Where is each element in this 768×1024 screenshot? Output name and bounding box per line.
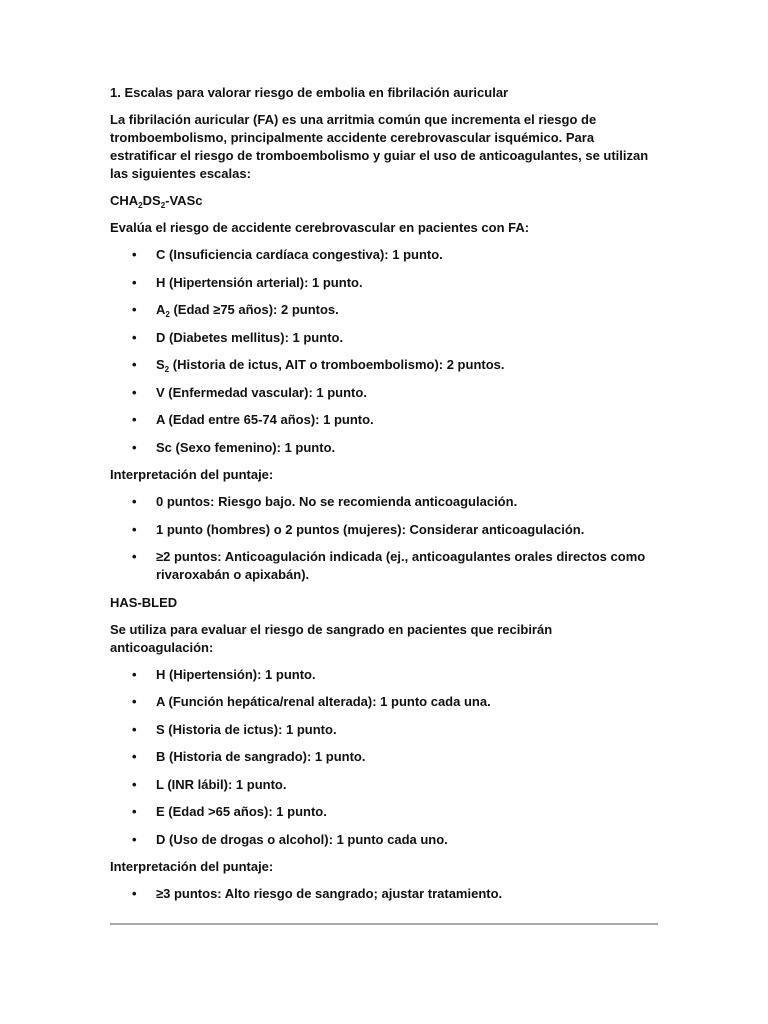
bullet-icon: • xyxy=(132,439,137,455)
intro-paragraph: La fibrilación auricular (FA) es una arritmia común que incrementa el riesgo de tromboembolismo, principalmente accidente cerebrovascular isquémico. Para estratificar el riesgo de tromboembolismo y guiar el uso de anticoagulantes, se utilizan las siguientes escalas: xyxy=(110,112,649,181)
section-heading: 1. Escalas para valorar riesgo de embolia en fibrilación auricular xyxy=(110,85,509,100)
bullet-icon: • xyxy=(132,357,137,372)
bullet-icon: • xyxy=(132,804,137,819)
list-item: • H (Hipertensión): 1 punto. xyxy=(132,666,316,682)
bullet-icon: • xyxy=(132,721,137,737)
list-item: • H (Hipertensión arterial): 1 punto. xyxy=(132,274,363,290)
list-item: • D (Uso de drogas o alcohol): 1 punto cada uno. xyxy=(132,831,448,847)
cha2ds2-interpretation-list xyxy=(110,493,658,584)
list-item: • $S_2$ (Historia de ictus, AIT o tromboembolismo): 2 puntos. xyxy=(132,357,505,374)
bullet-icon: • xyxy=(132,329,137,345)
horizontal-divider xyxy=(110,923,658,925)
bullet-icon: • xyxy=(132,886,137,901)
bullet-icon: • xyxy=(132,494,137,509)
list-item: • ≥3 puntos: Alto riesgo de sangrado; ajustar tratamiento. xyxy=(132,886,503,901)
cha2ds2-vasc-criteria-list xyxy=(110,246,658,457)
bullet-icon: • xyxy=(132,302,137,317)
list-item: • Sc (Sexo femenino): 1 punto. xyxy=(132,439,336,455)
bullet-icon: • xyxy=(132,694,137,709)
list-item: • 0 puntos: Riesgo bajo. No se recomienda anticoagulación. xyxy=(132,494,518,509)
list-item: • S (Historia de ictus): 1 punto. xyxy=(132,721,337,737)
bullet-icon: • xyxy=(132,274,137,290)
cha2ds2-vasc-title: $CHA_2DS_2$-VASc xyxy=(110,193,203,210)
bullet-icon: • xyxy=(132,384,137,400)
bullet-icon: • xyxy=(132,549,137,564)
bullet-icon: • xyxy=(132,666,137,682)
list-item: • D (Diabetes mellitus): 1 punto. xyxy=(132,329,344,345)
list-item: • V (Enfermedad vascular): 1 punto. xyxy=(132,384,367,400)
cha2ds2-vasc-description: Evalúa el riesgo de accidente cerebrovascular en pacientes con FA: xyxy=(110,220,530,235)
list-item: • $A_2$ (Edad ≥75 años): 2 puntos. xyxy=(132,302,339,319)
list-item: • C (Insuficiencia cardíaca congestiva): 1 punto. xyxy=(132,247,443,262)
has-bled-title: HAS-BLED xyxy=(110,594,178,610)
list-item: • B (Historia de sangrado): 1 punto. xyxy=(132,749,366,764)
list-item: • A (Función hepática/renal alterada): 1 punto cada una. xyxy=(132,694,491,709)
bullet-icon: • xyxy=(132,412,137,427)
has-bled-interpretation-title: Interpretación del puntaje: xyxy=(110,859,274,874)
bullet-icon: • xyxy=(132,247,137,262)
list-item: • E (Edad >65 años): 1 punto. xyxy=(132,804,327,819)
has-bled-description: Se utiliza para evaluar el riesgo de sangrado en pacientes que recibirán anticoagulación: xyxy=(110,621,553,655)
has-bled-criteria-list xyxy=(110,666,658,849)
bullet-icon: • xyxy=(132,831,137,847)
list-item: • A (Edad entre 65-74 años): 1 punto. xyxy=(132,412,374,427)
list-item: • 1 punto (hombres) o 2 puntos (mujeres): Considerar anticoagulación. xyxy=(132,521,585,537)
cha2ds2-interpretation-title: Interpretación del puntaje: xyxy=(110,467,274,482)
list-item: • L (INR lábil): 1 punto. xyxy=(132,776,287,792)
document-body xyxy=(110,84,658,913)
has-bled-interpretation-list xyxy=(110,885,658,903)
bullet-icon: • xyxy=(132,776,137,792)
bullet-icon: • xyxy=(132,749,137,764)
bullet-icon: • xyxy=(132,521,137,537)
list-item: • ≥2 puntos: Anticoagulación indicada (ej., anticoagulantes orales directos como rivaroxabán o apixabán). xyxy=(132,549,646,582)
